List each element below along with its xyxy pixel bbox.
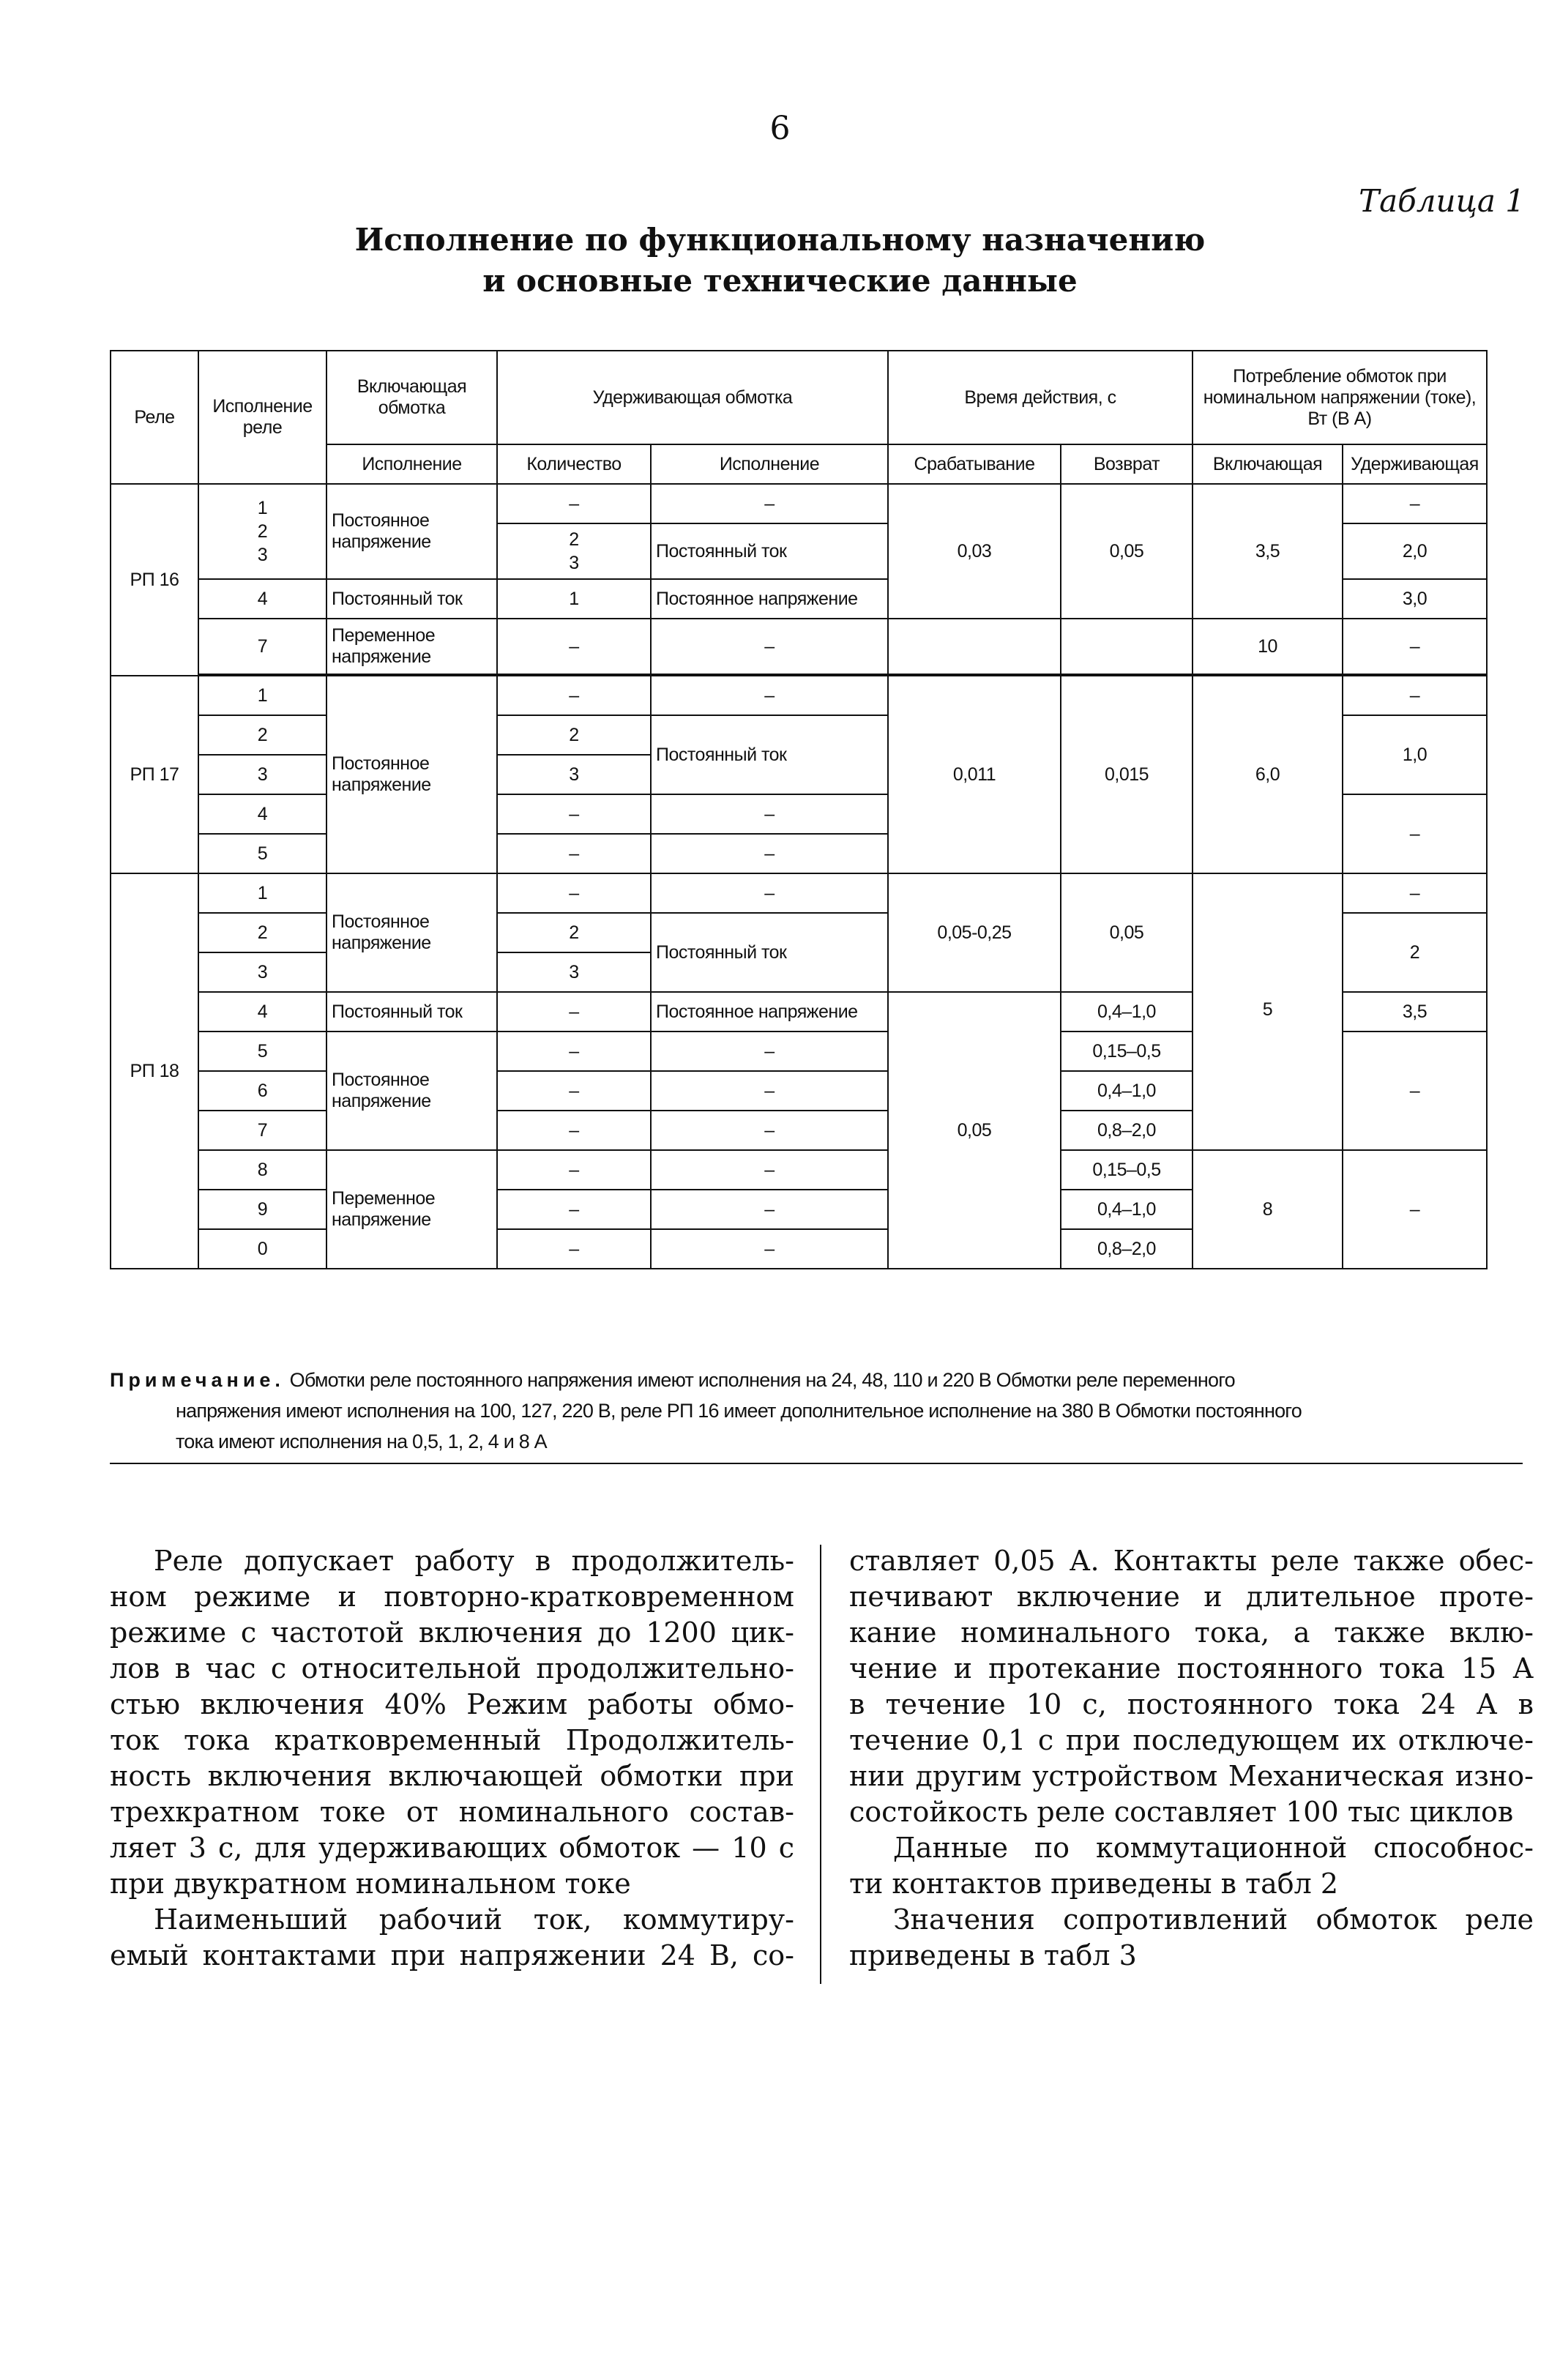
text-line: ляет 3 с, для удерживающих обмоток — 10 с [110, 1832, 794, 1864]
text-line: емый контактами при напряжении 24 В, со- [110, 1939, 794, 1971]
header-row-1 [111, 351, 1487, 444]
execution-cell: 1 [198, 676, 326, 715]
hold-execution-cell: Постоянный ток [651, 715, 888, 794]
release-time-cell: 0,15–0,5 [1061, 1032, 1193, 1071]
incl-winding-cell: Постоянный ток [326, 579, 497, 619]
hold-execution-cell: Постоянное напряжение [651, 992, 888, 1032]
count-cell: 1 [497, 579, 651, 619]
hold-power-cell: – [1343, 484, 1487, 523]
text-line: чение и протекание постоянного тока 15 А [849, 1652, 1534, 1685]
text-line: нии другим устройством Механическая изно- [849, 1760, 1534, 1792]
count-cell: 2 3 [497, 523, 651, 579]
paragraph [110, 1543, 794, 1902]
count-cell: 2 [497, 913, 651, 952]
hold-execution-cell: – [651, 1032, 888, 1071]
release-time-cell: 0,15–0,5 [1061, 1150, 1193, 1190]
table-title [0, 220, 1560, 302]
incl-winding-cell: Постоянное напряжение [326, 484, 497, 579]
count-cell: – [497, 1229, 651, 1269]
hold-execution-cell: – [651, 873, 888, 913]
execution-cell: 0 [198, 1229, 326, 1269]
execution-cell: 5 [198, 834, 326, 873]
header-uderzhivayushchaya-2: Удерживающая [1343, 444, 1487, 484]
count-cell: – [497, 794, 651, 834]
hold-execution-cell: – [651, 1111, 888, 1150]
execution-cell: 7 [198, 1111, 326, 1150]
incl-power-cell: 5 [1193, 992, 1343, 1150]
hold-execution-cell: Постоянное напряжение [651, 579, 888, 619]
text-line: при двукратном номинальном токе [110, 1868, 631, 1900]
text-line: Реле допускает работу в продолжитель- [154, 1545, 794, 1577]
relay-name-rp18: РП 18 [111, 873, 198, 1269]
hold-power-cell: – [1343, 794, 1487, 873]
incl-power-cell [1193, 873, 1343, 992]
paragraph [849, 1830, 1534, 1902]
count-cell: – [497, 1111, 651, 1150]
count-cell: – [497, 992, 651, 1032]
hold-power-cell: 2,0 [1343, 523, 1487, 579]
execution-cell: 1 2 3 [198, 484, 326, 579]
incl-winding-cell: Переменное напряжение [326, 1150, 497, 1269]
header-vremya: Время действия, с [888, 351, 1193, 444]
hold-execution-cell: – [651, 619, 888, 674]
hold-execution-cell: – [651, 676, 888, 715]
note-text-1: Обмотки реле постоянного напряжения имеют исполнения на 24, 48, 110 и 220 В Обмотки реле переменного [289, 1369, 1235, 1391]
hold-execution-cell: – [651, 484, 888, 523]
spec-table [110, 350, 1488, 1269]
text-line: ток тока кратковременный Продолжитель- [110, 1724, 794, 1756]
count-cell: – [497, 1190, 651, 1229]
paragraph [849, 1543, 1534, 1830]
text-line: в течение 10 с, постоянного тока 24 А в [849, 1688, 1534, 1720]
table-label: Таблица 1 [1359, 183, 1525, 219]
hold-power-cell: 1,0 [1343, 715, 1487, 794]
header-uderzhivayushchaya: Удерживающая обмотка [497, 351, 888, 444]
hold-execution-cell: – [651, 1229, 888, 1269]
execution-cell: 4 [198, 579, 326, 619]
execution-cell: 3 [198, 755, 326, 794]
header-ispolnenie: Исполнение [326, 444, 497, 484]
text-line: режиме с частотой включения до 1200 цик- [110, 1616, 794, 1649]
hold-execution-cell: – [651, 1150, 888, 1190]
hold-power-cell: 3,0 [1343, 579, 1487, 619]
execution-cell: 8 [198, 1150, 326, 1190]
incl-power-cell: 8 [1193, 1150, 1343, 1269]
column-divider [820, 1545, 821, 1984]
operate-time-cell [888, 619, 1061, 674]
execution-cell: 1 [198, 873, 326, 913]
operate-time-cell: 0,05 [888, 992, 1061, 1269]
header-potreblenie: Потребление обмоток при номинальном напряжении (токе), Вт (В А) [1193, 351, 1487, 444]
table-row [111, 619, 1487, 674]
execution-cell: 2 [198, 715, 326, 755]
count-cell: – [497, 1071, 651, 1111]
paragraph [849, 1902, 1534, 1974]
operate-time-cell: 0,03 [888, 484, 1061, 619]
incl-winding-cell: Постоянное напряжение [326, 873, 497, 992]
title-line-1: Исполнение по функциональному назначению [354, 222, 1206, 258]
page-number: 6 [769, 110, 791, 147]
header-rele: Реле [111, 351, 198, 484]
release-time-cell: 0,015 [1061, 676, 1193, 873]
table-note [110, 1365, 1493, 1457]
text-line: трехкратном токе от номинального состав- [110, 1796, 794, 1828]
release-time-cell: 0,8–2,0 [1061, 1229, 1193, 1269]
incl-winding-cell: Постоянное напряжение [326, 1032, 497, 1150]
count-cell: 2 [497, 715, 651, 755]
header-vklyuchayushchaya: Включающая обмотка [326, 351, 497, 444]
count-cell: – [497, 619, 651, 674]
hold-power-cell: – [1343, 1150, 1487, 1269]
header-ispolnenie-rele: Исполнение реле [198, 351, 326, 484]
execution-cell: 9 [198, 1190, 326, 1229]
table-row [111, 873, 1487, 913]
text-line: кание номинального тока, а также вклю- [849, 1616, 1534, 1649]
table-row [111, 1150, 1487, 1190]
incl-winding-cell: Постоянное напряжение [326, 676, 497, 873]
incl-power-cell: 10 [1193, 619, 1343, 674]
count-cell: – [497, 834, 651, 873]
release-time-cell: 0,05 [1061, 484, 1193, 619]
text-line: ность включения включающей обмотки при [110, 1760, 794, 1792]
text-line: лов в час с относительной продолжительно- [110, 1652, 794, 1685]
execution-cell: 4 [198, 992, 326, 1032]
relay-name-rp16: РП 16 [111, 484, 198, 676]
incl-winding-cell: Переменное напряжение [326, 619, 497, 674]
release-time-cell: 0,05 [1061, 873, 1193, 992]
note-line-3: тока имеют исполнения на 0,5, 1, 2, 4 и 8 А [176, 1430, 547, 1452]
execution-cell: 3 [198, 952, 326, 992]
release-time-cell [1061, 619, 1193, 674]
body-text-left-column [110, 1543, 794, 1974]
hold-power-cell: – [1343, 1032, 1487, 1150]
note-line-1 [110, 1365, 1493, 1395]
incl-power-cell: 6,0 [1193, 676, 1343, 873]
count-cell: – [497, 676, 651, 715]
header-kolichestvo: Количество [497, 444, 651, 484]
execution-cell: 7 [198, 619, 326, 674]
relay-name-rp17: РП 17 [111, 676, 198, 873]
body-text-right-column [849, 1543, 1534, 1974]
note-line-2: напряжения имеют исполнения на 100, 127, 220 В, реле РП 16 имеет дополнительное исполнение на 380 В Обмотки постоянного [176, 1400, 1302, 1422]
hold-power-cell: 2 [1343, 913, 1487, 992]
count-cell: 3 [497, 952, 651, 992]
incl-power-cell: 3,5 [1193, 484, 1343, 619]
text-line: печивают включение и длительное проте- [849, 1581, 1534, 1613]
release-time-cell: 0,8–2,0 [1061, 1111, 1193, 1150]
header-srabatyvanie: Срабатывание [888, 444, 1061, 484]
text-line: ном режиме и повторно-кратковременном [110, 1581, 794, 1613]
header-vklyuchayushchaya-2: Включающая [1193, 444, 1343, 484]
table-row [111, 676, 1487, 715]
incl-winding-cell: Постоянный ток [326, 992, 497, 1032]
text-line: стью включения 40% Режим работы обмо- [110, 1688, 794, 1720]
text-line: Данные по коммутационной способнос- [893, 1832, 1534, 1864]
count-cell: – [497, 484, 651, 523]
execution-cell: 4 [198, 794, 326, 834]
hold-power-cell: – [1343, 619, 1487, 674]
execution-cell: 5 [198, 1032, 326, 1071]
text-line: ти контактов приведены в табл 2 [849, 1868, 1339, 1900]
header-vozvrat: Возврат [1061, 444, 1193, 484]
text-line: Значения сопротивлений обмоток реле [893, 1903, 1534, 1936]
hold-execution-cell: – [651, 834, 888, 873]
release-time-cell: 0,4–1,0 [1061, 1190, 1193, 1229]
count-cell: – [497, 1032, 651, 1071]
hold-execution-cell: – [651, 1071, 888, 1111]
note-label: Примечание. [110, 1369, 285, 1391]
execution-cell: 2 [198, 913, 326, 952]
text-line: состойкость реле составляет 100 тыс циклов [849, 1796, 1514, 1828]
execution-cell: 6 [198, 1071, 326, 1111]
note-divider [110, 1463, 1523, 1464]
header-ispolnenie-2: Исполнение [651, 444, 888, 484]
hold-execution-cell: Постоянный ток [651, 913, 888, 992]
hold-power-cell: 3,5 [1343, 992, 1487, 1032]
release-time-cell: 0,4–1,0 [1061, 1071, 1193, 1111]
paragraph [110, 1902, 794, 1974]
text-line: ставляет 0,05 А. Контакты реле также обес- [849, 1545, 1534, 1577]
text-line: Наименьший рабочий ток, коммутиру- [154, 1903, 794, 1936]
title-line-2: и основные технические данные [482, 263, 1078, 299]
table-row [111, 484, 1487, 523]
count-cell: 3 [497, 755, 651, 794]
hold-power-cell: – [1343, 873, 1487, 913]
release-time-cell: 0,4–1,0 [1061, 992, 1193, 1032]
hold-execution-cell: – [651, 794, 888, 834]
text-line: приведены в табл 3 [849, 1939, 1137, 1971]
count-cell: – [497, 1150, 651, 1190]
operate-time-cell: 0,011 [888, 676, 1061, 873]
hold-execution-cell: – [651, 1190, 888, 1229]
count-cell: – [497, 873, 651, 913]
hold-power-cell: – [1343, 676, 1487, 715]
hold-execution-cell: Постоянный ток [651, 523, 888, 579]
text-line: течение 0,1 с при последующем их отключе- [849, 1724, 1534, 1756]
table-row [111, 992, 1487, 1032]
operate-time-cell: 0,05-0,25 [888, 873, 1061, 992]
